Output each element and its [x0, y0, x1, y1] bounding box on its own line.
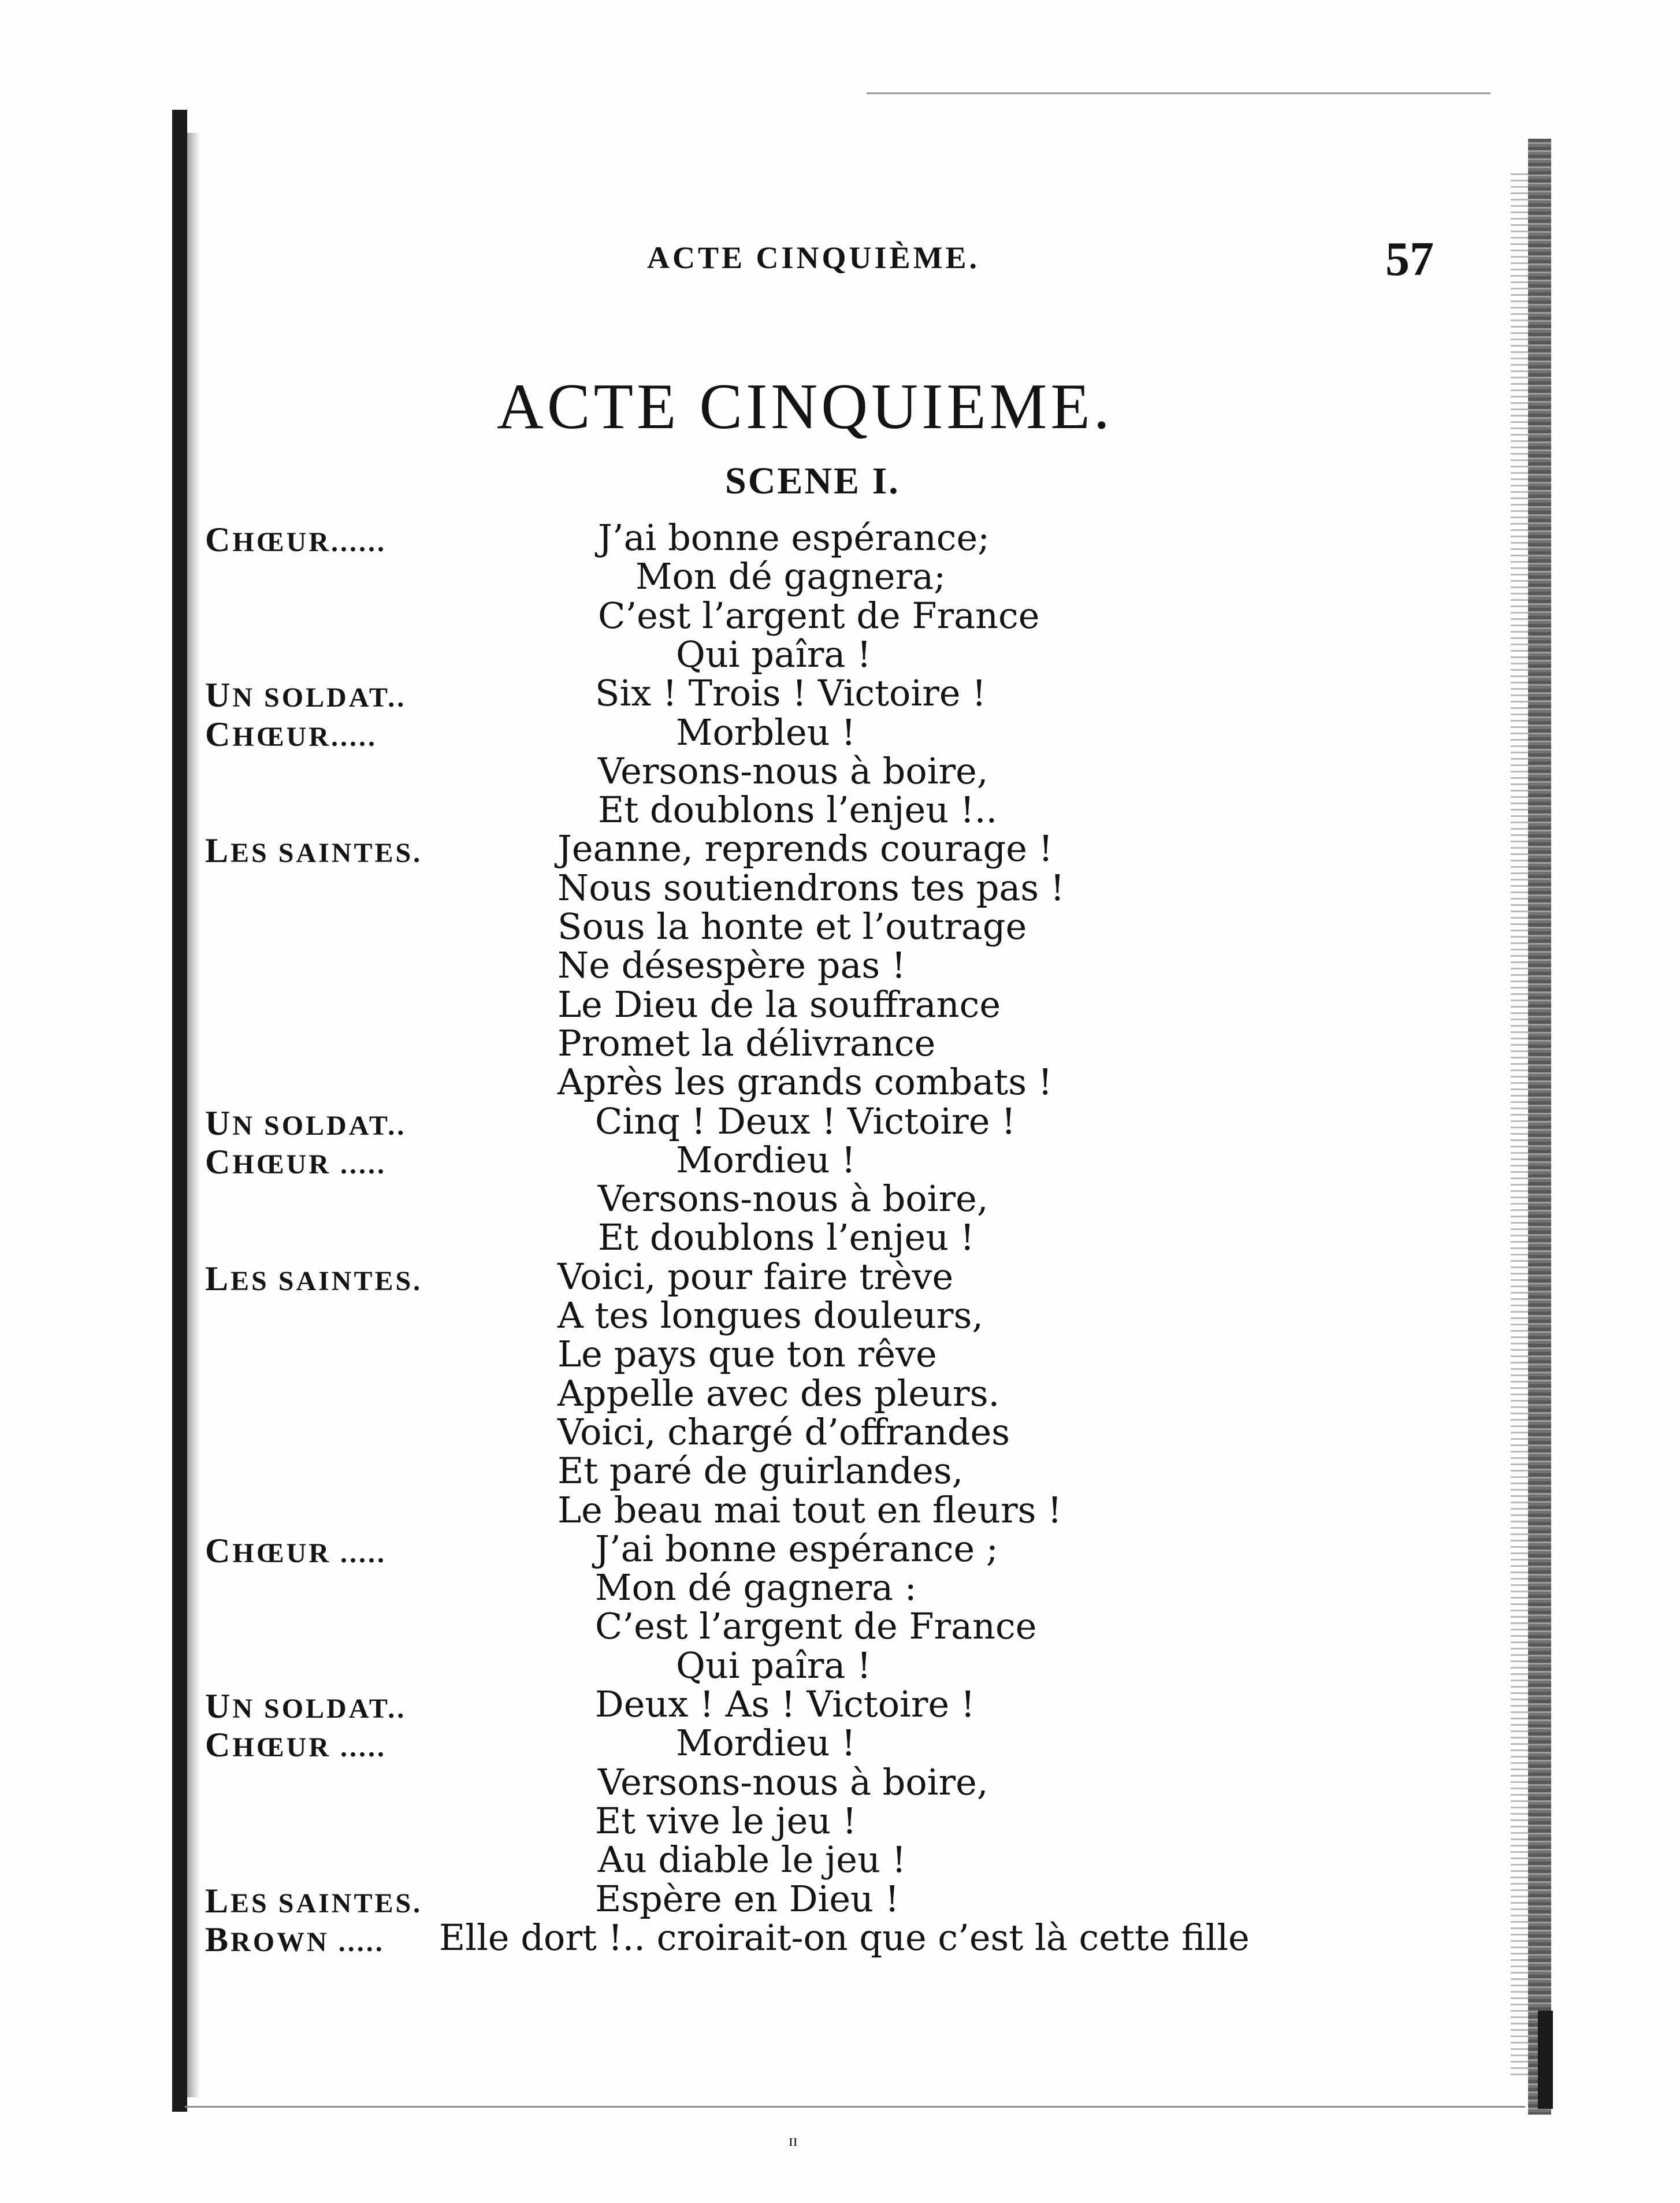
verse-text: C’est l’argent de France [598, 595, 1040, 637]
speaker-rest: N SOLDAT.. [232, 682, 407, 713]
verse-text: Elle dort !.. croirait-on que c’est là cette fille [439, 1916, 1250, 1959]
speaker-rest: ROWN ..... [231, 1927, 385, 1957]
verse-text: Mordieu ! [676, 1722, 856, 1764]
binding-shadow [187, 133, 200, 2097]
verse-text: Le Dieu de la souffrance [557, 983, 1001, 1026]
running-head: ACTE CINQUIÈME. [647, 240, 980, 275]
verse-text: A tes longues douleurs, [557, 1294, 984, 1336]
verse-text: Et doublons l’enjeu ! [598, 1216, 975, 1258]
verse-text: Promet la délivrance [557, 1022, 936, 1064]
speaker-name [205, 522, 386, 557]
verse-text: Voici, chargé d’offrandes [557, 1411, 1010, 1453]
page-edge-texture [1511, 173, 1528, 2080]
speaker-initial: L [205, 831, 231, 870]
speaker-name [205, 1883, 422, 1918]
verse-text: J’ai bonne espérance ; [595, 1528, 998, 1570]
verse-text: Deux ! As ! Victoire ! [595, 1683, 975, 1725]
verse-text: Jeanne, reprends courage ! [557, 827, 1053, 870]
speaker-rest: HŒUR ..... [232, 1538, 387, 1569]
verse-text: Et doublons l’enjeu !.. [598, 789, 998, 831]
page-edge-right [1528, 139, 1551, 2115]
speaker-initial: L [205, 1260, 231, 1298]
speaker-name [205, 1728, 386, 1762]
verse-text: Au diable le jeu ! [598, 1838, 906, 1881]
page-edge-dark-corner [1538, 2011, 1553, 2109]
verse-text: Appelle avec des pleurs. [557, 1372, 1000, 1414]
verse-text: Morbleu ! [676, 711, 856, 753]
verse-text: Cinq ! Deux ! Victoire ! [595, 1100, 1016, 1142]
speaker-rest: ES SAINTES. [231, 1888, 423, 1919]
speaker-initial: U [205, 1104, 233, 1142]
verse-text: Après les grands combats ! [557, 1061, 1053, 1103]
speaker-initial: C [205, 1143, 233, 1181]
verse-text: Six ! Trois ! Victoire ! [595, 672, 987, 714]
speaker-name [205, 1922, 385, 1957]
speaker-rest: N SOLDAT.. [232, 1110, 407, 1141]
verse-text: Nous soutiendrons tes pas ! [557, 867, 1065, 909]
speaker-initial: B [205, 1920, 231, 1959]
verse-text: Versons-nous à boire, [598, 750, 988, 792]
speaker-rest: ES SAINTES. [231, 1266, 423, 1296]
top-edge-line [867, 92, 1491, 94]
verse-text: Ne désespère pas ! [557, 944, 906, 986]
speaker-initial: C [205, 1532, 233, 1570]
verse-text: Le beau mai tout en fleurs ! [557, 1489, 1062, 1531]
speaker-initial: U [205, 1687, 233, 1725]
bottom-edge-line [185, 2106, 1525, 2108]
speaker-name [205, 833, 422, 868]
speaker-name [205, 1261, 422, 1296]
verse-text: Espère en Dieu ! [595, 1878, 900, 1920]
verse-text: Mon dé gagnera; [635, 555, 946, 597]
act-title: ACTE CINQUIEME. [497, 371, 1113, 443]
speaker-initial: C [205, 521, 233, 559]
verse-text: Sous la honte et l’outrage [557, 905, 1027, 948]
verse-text: Voici, pour faire trève [557, 1255, 954, 1298]
speaker-name [205, 717, 377, 752]
verse-text: Qui paîra ! [676, 633, 872, 675]
speaker-rest: HŒUR..... [232, 722, 378, 752]
speaker-initial: U [205, 676, 233, 714]
speaker-rest: HŒUR ..... [232, 1732, 387, 1763]
verse-text: Le pays que ton rêve [557, 1333, 937, 1375]
speaker-initial: L [205, 1882, 231, 1920]
scene-title: SCENE I. [725, 460, 900, 502]
binding-edge [172, 110, 187, 2112]
verse-text: Versons-nous à boire, [598, 1177, 988, 1220]
page-number: 57 [1385, 232, 1434, 286]
verse-text: Mon dé gagnera : [595, 1566, 917, 1608]
speaker-name [205, 678, 406, 712]
speaker-rest: HŒUR...... [232, 527, 387, 558]
verse-text: Mordieu ! [676, 1139, 856, 1181]
speaker-rest: N SOLDAT.. [232, 1693, 407, 1724]
speaker-name [205, 1533, 386, 1568]
speaker-name [205, 1145, 386, 1179]
verse-text: Versons-nous à boire, [598, 1761, 988, 1803]
speaker-name [205, 1106, 406, 1140]
verse-text: C’est l’argent de France [595, 1605, 1037, 1647]
speaker-rest: HŒUR ..... [232, 1149, 387, 1180]
speaker-name [205, 1689, 406, 1723]
verse-text: Et vive le jeu ! [595, 1800, 857, 1842]
verse-text: Et paré de guirlandes, [557, 1450, 964, 1492]
verse-text: J’ai bonne espérance; [598, 517, 990, 559]
verse-text: Qui paîra ! [676, 1644, 872, 1686]
speaker-initial: C [205, 1726, 233, 1764]
speaker-rest: ES SAINTES. [231, 838, 423, 868]
speaker-initial: C [205, 715, 233, 753]
footer-signature-mark: ɪɪ [789, 2132, 798, 2150]
